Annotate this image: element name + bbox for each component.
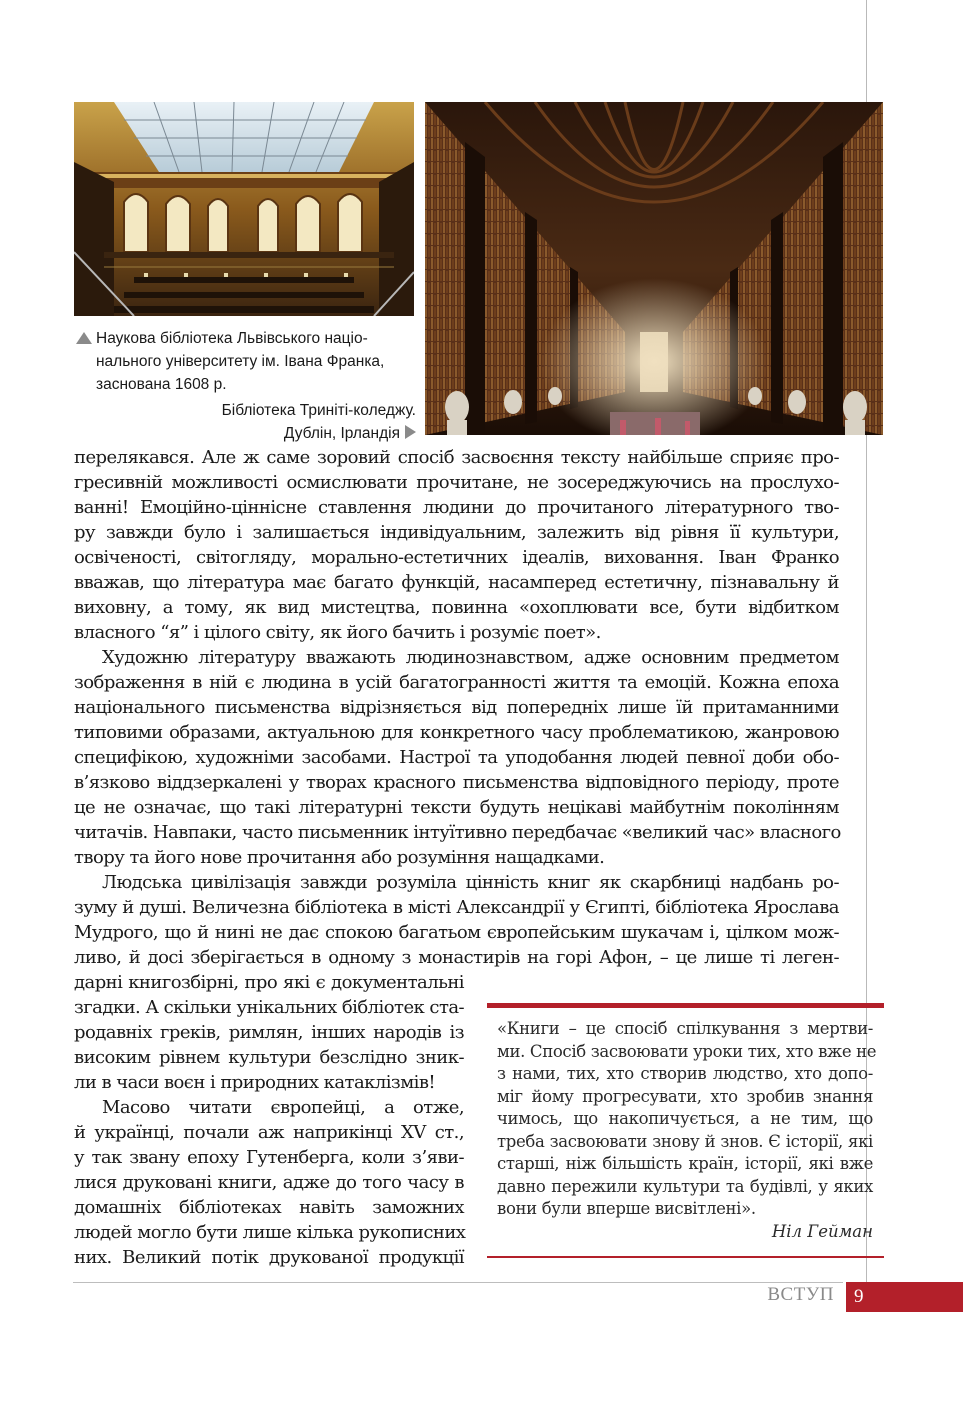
footer-rule [73, 1282, 843, 1283]
left-column-text [74, 970, 464, 1270]
paragraph-2: Художню літературу вважають людинознавством, адже основним предметом зображення в ній є людина в усій багатогранності життя та емоцій. Кожна епоха національного письменства відрізняється від попередніх лише їй притаманними типовими образами, актуальною для конкретного часу проблематикою, жанровою специфікою, художніми засобами. Настрої та уподобання людей певної доби обо- в’язково віддзеркалені у творах красного письменства відповідного періоду, проте це не означає, що такі літературні тексти будуть нецікаві майбутнім поколінням читачів. Навпаки, часто письменник інтуїтивно передбачає «великий час» власного твору та його нове прочитання або розуміння нащадками. [74, 647, 841, 868]
quote-author: Ніл Гейман [771, 1222, 873, 1241]
caption-triangle-right-icon [405, 425, 416, 439]
paragraph-4: Масово читати європейці, а отже, й українці, почали аж наприкінці XV ст., у так звану епоху Гутенберга, коли з’яви- лися друковані книги, адже до того часу в домашніх бібліотеках навіть заможних людей могло бути лише кілька рукописних них. Великий потік друкованої продукції [74, 1097, 466, 1268]
page-number: 9 [846, 1282, 963, 1312]
quote-top-bar [487, 1003, 884, 1008]
footer-section-title: ВСТУП [767, 1284, 834, 1305]
quote-bottom-rule [487, 1256, 884, 1258]
trinity-photo-caption: Бібліотека Триніті-коледжу. Дублін, Ірландія [221, 402, 416, 442]
paragraph-3-continuation: дарні книгозбірні, про які є документальні згадки. А скільки унікальних бібліотек ста- родавніх греків, римлян, інших народів із високим рівнем культури безслідно зник- ли в часи воєн і природних катаклізмів! [74, 972, 465, 1093]
main-text [74, 445, 839, 970]
paragraph-1: перелякався. Але ж саме зоровий спосіб засвоєння тексту найбільше сприяє про- гресивній можливості осмислювати прочитане, не зосереджуючись на прослухо- ванні! Емоційно-ціннісне ставлення людини до прочитаного літературного тво- ру завжди було і залишається індивідуальним, залежить від рівня її культури, освіченості, світогляду, морально-естетичних ідеалів, виховання. Іван Франко вважав, що література має багато функцій, насамперед естетичну, пізнавальну й виховну, а тому, як вид мистецтва, повинна «охоплювати все, бути відбитком власного “я” і цілого світу, як його бачить і розуміє поет». [74, 447, 839, 643]
caption-triangle-up-icon [76, 332, 92, 344]
quote-text: «Книги – це спосіб спілкування з мертви- ми. Спосіб засвоювати уроки тих, хто вже не з нами, тих, хто створив людство, хто допо- міг йому прогресувати, хто зробив знання чимось, що накопичується, а не тим, що треба засвоювати знову й знов. Є історії, які старші, ніж більшість країн, історії, які вже давно пережили культури та будівлі, у яких вони були вперше висвітлені». [497, 1019, 877, 1218]
lviv-photo-caption: Наукова бібліотека Львівського націо- нального університету ім. Івана Франка, заснована 1608 р. [76, 327, 416, 396]
lviv-library-photo [74, 102, 414, 316]
paragraph-3: Людська цивілізація завжди розуміла цінність книг як скарбниці надбань ро- зуму й душі. Величезна бібліотека в місті Александрії у Єгипті, бібліотека Ярослава Мудрого, що й нині не дає спокою багатьом європейським шукачам і, цілком мож- ливо, й досі зберігається в одному з монастирів на горі Афон, – це лише ті леген- [74, 872, 839, 968]
trinity-library-photo [425, 102, 883, 435]
